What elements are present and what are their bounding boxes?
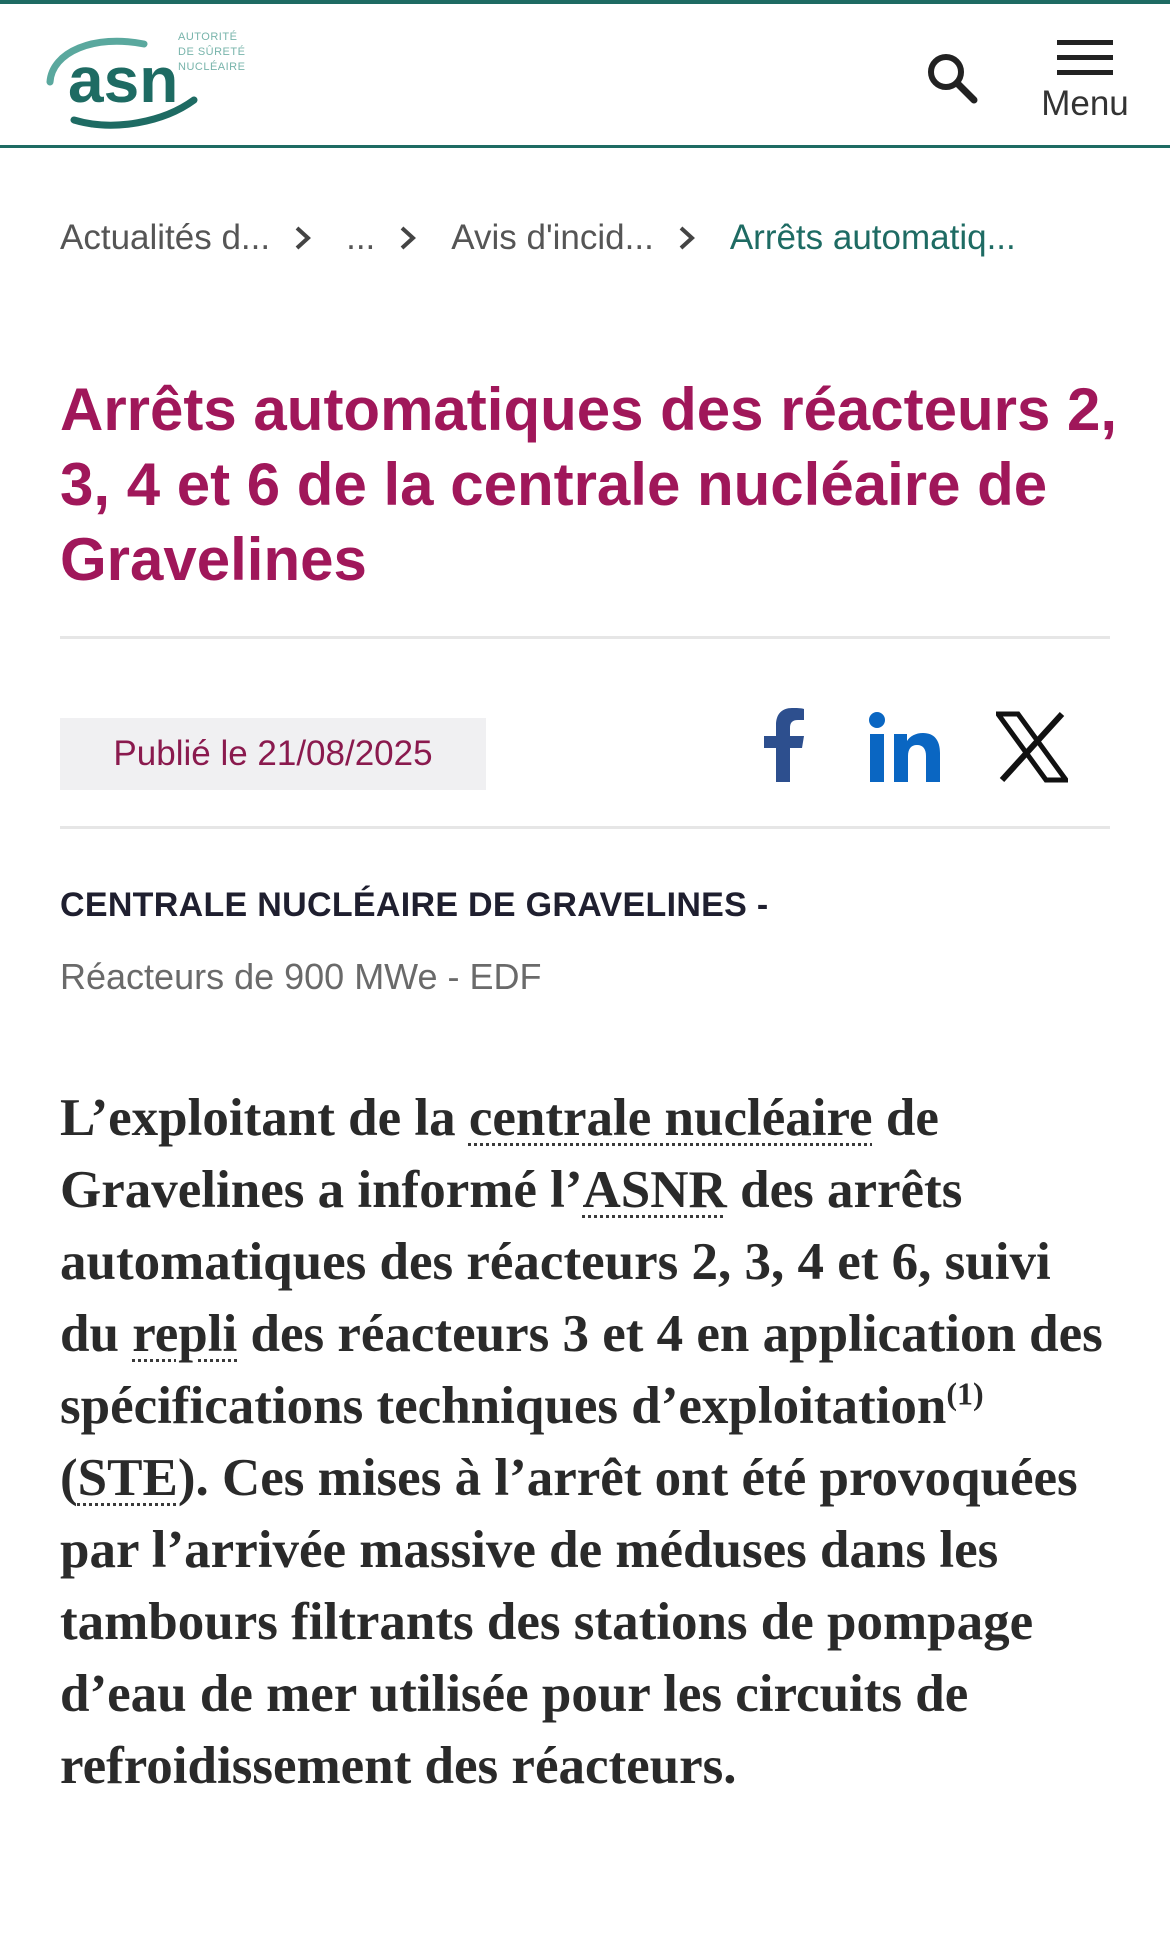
text-run: L’exploitant de la — [60, 1089, 469, 1147]
logo-tagline — [178, 30, 245, 75]
text-run: des arrêts automatiques des réacteurs 2, 3, 4 et 6, suivi du — [60, 1161, 1051, 1363]
search-button[interactable] — [922, 48, 982, 108]
logo-text: asn — [68, 44, 179, 116]
search-icon — [922, 48, 982, 108]
divider — [60, 636, 1110, 639]
published-date-badge: Publié le 21/08/2025 — [60, 718, 486, 790]
breadcrumb-current: Arrêts automatiq... — [729, 218, 1016, 257]
divider — [60, 826, 1110, 829]
glossary-term[interactable]: ASNR — [582, 1161, 727, 1219]
page-title: Arrêts automatiques des réacteurs 2, 3, 4 et 6 de la centrale nucléaire de Gravelines — [60, 376, 1118, 593]
breadcrumb — [60, 210, 1120, 266]
text-run: ( — [60, 1449, 78, 1507]
breadcrumb-item[interactable]: Avis d'incid... — [451, 218, 654, 257]
logo-tagline-line: DE SÛRETÉ — [178, 46, 246, 58]
menu-label: Menu — [1041, 84, 1129, 123]
text-run: de Gravelines a informé l’ — [60, 1089, 939, 1219]
menu-button[interactable] — [1030, 38, 1140, 138]
glossary-term[interactable]: centrale nucléaire — [468, 1089, 873, 1147]
glossary-term[interactable]: STE — [77, 1449, 178, 1507]
share-x-button[interactable] — [996, 706, 1068, 786]
share-facebook-button[interactable] — [760, 706, 806, 786]
logo-tagline-line: AUTORITÉ — [178, 31, 238, 43]
breadcrumb-item[interactable]: Actualités d... — [60, 218, 271, 257]
article-intro — [60, 1082, 1120, 1802]
linkedin-icon — [868, 706, 942, 786]
logo-tagline-line: NUCLÉAIRE — [178, 61, 246, 73]
chevron-right-icon — [294, 225, 312, 251]
chevron-right-icon — [678, 225, 696, 251]
site-header — [0, 4, 1170, 148]
hamburger-icon — [1057, 38, 1113, 78]
text-run: des réacteurs 3 et 4 en application des spécifications techniques d’exploitation — [60, 1305, 1103, 1435]
plant-details: Réacteurs de 900 MWe - EDF — [60, 956, 542, 997]
x-icon — [996, 706, 1068, 786]
glossary-term[interactable]: repli — [132, 1305, 238, 1363]
breadcrumb-item[interactable]: ... — [346, 218, 376, 257]
chevron-right-icon — [399, 225, 417, 251]
text-run: ). Ces mises à l’arrêt ont été provoquées par l’arrivée massive de méduses dans les tambours filtrants des stations de pompage d’eau de mer utilisée pour les circuits de refroidissement des réacteurs. — [60, 1449, 1078, 1795]
share-linkedin-button[interactable] — [868, 706, 942, 786]
facebook-icon — [760, 706, 806, 786]
plant-name: CENTRALE NUCLÉAIRE DE GRAVELINES - — [60, 886, 769, 924]
footnote-ref[interactable]: (1) — [946, 1375, 984, 1412]
